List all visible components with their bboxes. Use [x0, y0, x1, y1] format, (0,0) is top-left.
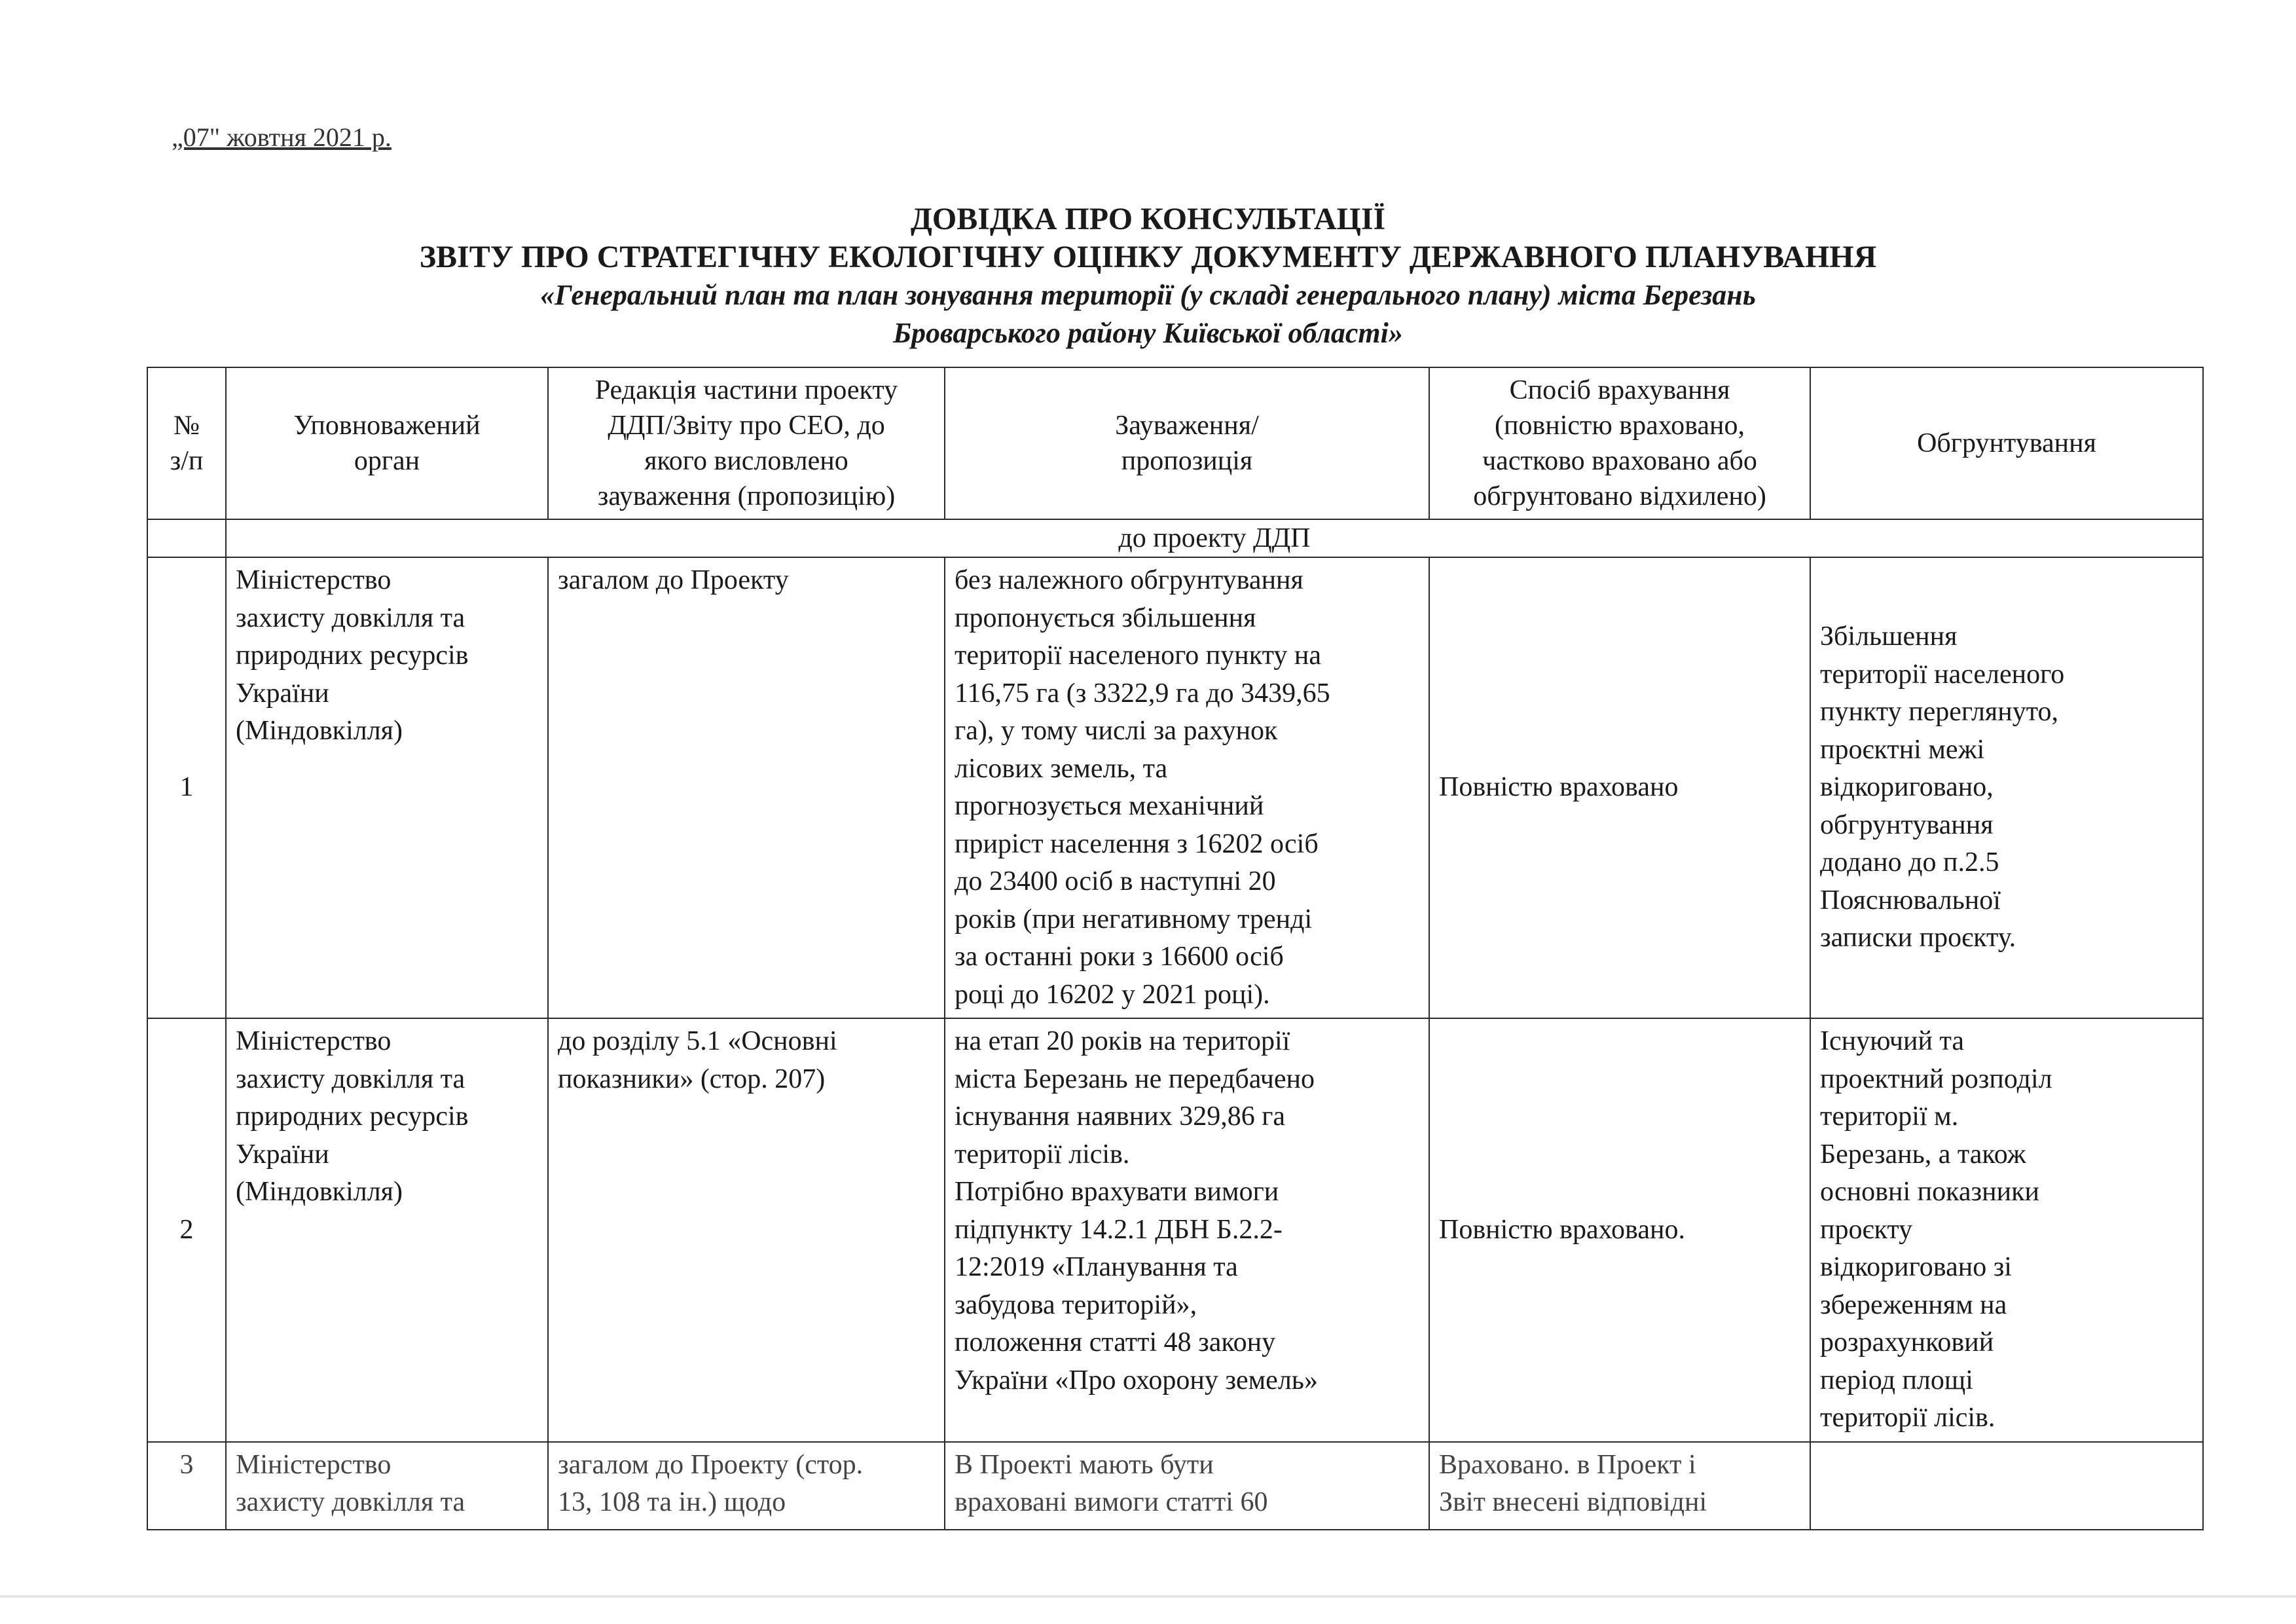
row-method: Враховано. в Проект і Звіт внесені відповідні [1429, 1442, 1810, 1530]
title-line-1: ДОВІДКА ПРО КОНСУЛЬТАЦІЇ [910, 202, 1386, 236]
row-method: Повністю враховано [1429, 557, 1810, 1018]
page-bottom-divider [0, 1595, 2296, 1598]
header-method: Спосіб врахування (повністю враховано, частково враховано або обгрунтовано відхилено) [1429, 367, 1810, 519]
row-part: загалом до Проекту (стор. 13, 108 та ін.) щодо [548, 1442, 945, 1530]
row-reason [1810, 1442, 2203, 1530]
row-method: Повністю враховано. [1429, 1018, 1810, 1442]
section-label: до проекту ДДП [226, 519, 2203, 557]
row-reason: Збільшення території населеного пункту переглянуто, проєктні межі відкориговано, обгрунтування додано до п.2.5 Пояснювальної записки проєкту. [1810, 557, 2203, 1018]
row-org: Міністерство захисту довкілля та природних ресурсів України (Міндовкілля) [226, 1018, 548, 1442]
title-line-2: ЗВІТУ ПРО СТРАТЕГІЧНУ ЕКОЛОГІЧНУ ОЦІНКУ ДОКУМЕНТУ ДЕРЖАВНОГО ПЛАНУВАННЯ [419, 240, 1877, 274]
row-part: загалом до Проекту [548, 557, 945, 1018]
row-org: Міністерство захисту довкілля та природних ресурсів України (Міндовкілля) [226, 557, 548, 1018]
row-num: 2 [147, 1018, 226, 1442]
table-row [147, 1442, 2203, 1530]
header-reason: Обгрунтування [1810, 367, 2203, 519]
row-num: 3 [147, 1442, 226, 1530]
header-remark: Зауваження/ пропозиція [945, 367, 1429, 519]
section-row [147, 519, 2203, 557]
row-org: Міністерство захисту довкілля та [226, 1442, 548, 1530]
row-part: до розділу 5.1 «Основні показники» (стор. 207) [548, 1018, 945, 1442]
header-org: Уповноважений орган [226, 367, 548, 519]
table-row [147, 557, 2203, 1018]
document-date: „07" жовтня 2021 р. [172, 122, 392, 152]
header-part: Редакція частини проекту ДДП/Звіту про СЕО, до якого висловлено зауваження (пропозицію) [548, 367, 945, 519]
row-remark: В Проекті мають бути враховані вимоги статті 60 [945, 1442, 1429, 1530]
section-spacer [147, 519, 226, 557]
table-header-row [147, 367, 2203, 519]
header-num: № з/п [147, 367, 226, 519]
row-num: 1 [147, 557, 226, 1018]
row-reason: Існуючий та проектний розподіл території м. Березань, а також основні показники проєкту відкориговано зі збереженням на розрахунковий період площі території лісів. [1810, 1018, 2203, 1442]
title-line-4: Броварського району Київської області» [893, 317, 1403, 349]
consultation-table [147, 367, 2204, 1530]
title-line-3: «Генеральний план та план зонування території (у складі генерального плану) міста Березань [540, 279, 1756, 311]
document-heading [0, 200, 2296, 352]
table-row [147, 1018, 2203, 1442]
row-remark: на етап 20 років на території міста Березань не передбачено існування наявних 329,86 га території лісів. Потрібно врахувати вимоги підпункту 14.2.1 ДБН Б.2.2- 12:2019 «Планування та забудова територій», положення статті 48 закону України «Про охорону земель» [945, 1018, 1429, 1442]
row-remark: без належного обгрунтування пропонується збільшення території населеного пункту на 116,75 га (з 3322,9 га до 3439,65 га), у тому числі за рахунок лісових земель, та прогнозується механічний приріст населення з 16202 осіб до 23400 осіб в наступні 20 років (при негативному тренді за останні роки з 16600 осіб році до 16202 у 2021 році). [945, 557, 1429, 1018]
